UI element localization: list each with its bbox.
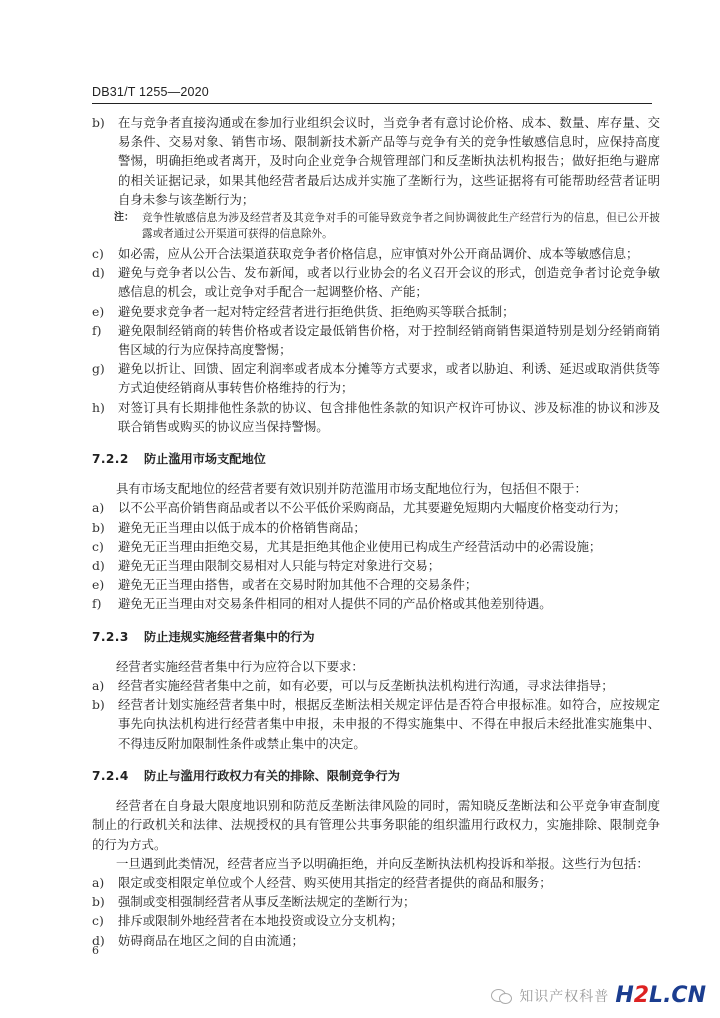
- note: [114, 210, 660, 242]
- list-item-text: 经营者计划实施经营者集中时，根据反垄断法相关规定评估是否符合申报标准。如符合，应按规定事先向执法机构进行经营者集中申报，未申报的不得实施集中、不得在申报后未经批准实施集中、不得违反附加限制性条件或禁止集中的决定。: [118, 697, 660, 751]
- document-body: [92, 113, 660, 950]
- section-number: 7.2.2: [92, 452, 129, 467]
- list-item-label: d): [92, 265, 105, 281]
- list-item-text: 以不公平高价销售商品或者以不公平低价采购商品，尤其要避免短期内大幅度价格变动行为；: [118, 500, 627, 516]
- section-list-7-2-4: [92, 873, 660, 950]
- list-item-text: 强制或变相强制经营者从事反垄断法规定的垄断行为；: [118, 894, 416, 910]
- list-item-label: c): [92, 913, 104, 929]
- list-item-label: b): [92, 115, 105, 130]
- section-heading-7-2-2: [92, 450, 660, 469]
- list-item-label: f): [92, 322, 102, 338]
- section-title: 防止滥用市场支配地位: [144, 452, 266, 467]
- list-item-text: 经营者实施经营者集中之前，如有必要，可以与反垄断执法机构进行沟通，寻求法律指导；: [118, 678, 614, 694]
- watermark-text: 知识产权科普: [519, 988, 610, 1005]
- list-item-text: 避免要求竞争者一起对特定经营者进行拒绝供货、拒绝购买等联合抵制；: [118, 303, 515, 319]
- list-item-text: 对签订具有长期排他性条款的协议、包含排他性条款的知识产权许可协议、涉及标准的协议和涉及联合销售或购买的协议应当保持警惕。: [118, 399, 660, 434]
- section-paragraph: 经营者在自身最大限度地识别和防范反垄断法律风险的同时，需知晓反垄断法和公平竞争审查制度制止的行政机关和法律、法规授权的具有管理公共事务职能的组织滥用行政权力，实施排除、限制竞争的行为方式。: [92, 798, 660, 852]
- section-list-7-2-2: [92, 498, 660, 613]
- list-item-text: 避免与竞争者以公告、发布新闻，或者以行业协会的名义召开会议的形式，创造竞争者讨论竞争敏感信息的机会，或让竞争对手配合一起调整价格、产能；: [118, 265, 660, 300]
- list-item: [92, 113, 660, 209]
- list-item-label: a): [92, 678, 105, 694]
- list-item-text: 避免限制经销商的转售价格或者设定最低销售价格，对于控制经销商销售渠道特别是划分经销商销售区域的行为应保持高度警惕；: [118, 322, 660, 358]
- document-id-header: DB31/T 1255—2020: [92, 85, 209, 99]
- list-item-text: 避免无正当理由限制交易相对人只能与特定对象进行交易；: [118, 558, 441, 574]
- list-item-text: 在与竞争者直接沟通或在参加行业组织会议时，当竞争者有意讨论价格、成本、数量、库存量、交易条件、交易对象、销售市场、限制新技术新产品等与竞争有关的竞争性敏感信息时，应保持高度警惕，明确拒绝或者离开，及时向企业竞争合规管理部门和反垄断执法机构报告；做好拒绝与避席的相关证据记录，如果其他经营者最后达成并实施了垄断行为，这些证据将有可能帮助经营者证明自身未参与该垄断行为；: [118, 115, 660, 207]
- list-item-label: f): [92, 596, 102, 612]
- list-item: [92, 498, 660, 517]
- list-item-text: 避免无正当理由拒绝交易，尤其是拒绝其他企业使用已构成生产经营活动中的必需设施；: [118, 538, 602, 554]
- list-item-label: a): [92, 874, 105, 890]
- list-item: [92, 892, 660, 911]
- list-item: [92, 931, 660, 950]
- list-item-label: h): [92, 399, 105, 415]
- section-intro: 具有市场支配地位的经营者要有效识别并防范滥用市场支配地位行为，包括但不限于：: [116, 481, 587, 497]
- section-heading-7-2-3: [92, 628, 660, 647]
- list-item-text: 限定或变相限定单位或个人经营、购买使用其指定的经营者提供的商品和服务；: [118, 874, 552, 890]
- list-item: [92, 263, 660, 301]
- list-item: [92, 321, 660, 359]
- list-item: [92, 676, 660, 695]
- list-item-text: 避免无正当理由以低于成本的价格销售商品；: [118, 519, 366, 535]
- list-item-label: e): [92, 577, 105, 593]
- header-rule: [92, 103, 652, 104]
- page-number: 6: [92, 944, 99, 957]
- list-item: [92, 594, 660, 613]
- list-item-label: g): [92, 361, 105, 377]
- list-item-text: 妨碍商品在地区之间的自由流通；: [118, 932, 304, 948]
- list-item-text: 避免无正当理由对交易条件相同的相对人提供不同的产品价格或其他差别待遇。: [118, 596, 552, 612]
- list-item: [92, 695, 660, 753]
- list-item: [92, 575, 660, 594]
- list-item-label: d): [92, 558, 105, 574]
- list-item-label: c): [92, 538, 104, 554]
- list-item: [92, 537, 660, 556]
- list-item: [92, 398, 660, 436]
- section-number: 7.2.3: [92, 629, 129, 644]
- list-item: [92, 359, 660, 397]
- section-heading-7-2-4: [92, 767, 660, 786]
- list-item: [92, 518, 660, 537]
- note-text: 竞争性敏感信息为涉及经营者及其竞争对手的可能导致竞争者之间协调彼此生产经营行为的信息，但已公开披露或者通过公开渠道可获得的信息除外。: [142, 212, 660, 241]
- wechat-icon: [491, 987, 513, 1005]
- list-item-label: b): [92, 894, 105, 910]
- list-item: [92, 302, 660, 321]
- list-item-label: b): [92, 519, 105, 535]
- list-after-note: [92, 244, 660, 436]
- list-item-label: d): [92, 932, 105, 948]
- list-item-label: c): [92, 246, 104, 262]
- list-item-text: 避免以折让、回馈、固定利润率或者成本分摊等方式要求，或者以胁迫、利诱、延迟或取消供货等方式迫使经销商从事转售价格维持的行为；: [118, 361, 660, 396]
- list-item-text: 避免无正当理由搭售，或者在交易时附加其他不合理的交易条件；: [118, 577, 478, 593]
- list-item-text: 如必需，应从公开合法渠道获取竞争者价格信息，应审慎对外公开商品调价、成本等敏感信息；: [118, 246, 639, 262]
- top-list: [92, 113, 660, 209]
- section-title: 防止违规实施经营者集中的行为: [144, 629, 315, 644]
- section-paragraph: 一旦遇到此类情况，经营者应当予以明确拒绝，并向反垄断执法机构投诉和举报。这些行为包括：: [116, 855, 649, 871]
- list-item: [92, 556, 660, 575]
- watermark: [491, 983, 706, 1008]
- list-item-label: b): [92, 697, 105, 713]
- section-number: 7.2.4: [92, 768, 129, 783]
- list-item-label: a): [92, 500, 105, 516]
- section-intro: 经营者实施经营者集中行为应符合以下要求：: [116, 658, 364, 674]
- list-item: [92, 873, 660, 892]
- section-title: 防止与滥用行政权力有关的排除、限制竞争行为: [144, 768, 400, 783]
- h2l-logo: H2L.CN: [615, 983, 706, 1008]
- list-item: [92, 244, 660, 263]
- list-item: [92, 911, 660, 930]
- note-label: 注：: [114, 212, 134, 224]
- list-item-text: 排斥或限制外地经营者在本地投资或设立分支机构；: [118, 913, 403, 929]
- section-list-7-2-3: [92, 676, 660, 753]
- list-item-label: e): [92, 303, 105, 319]
